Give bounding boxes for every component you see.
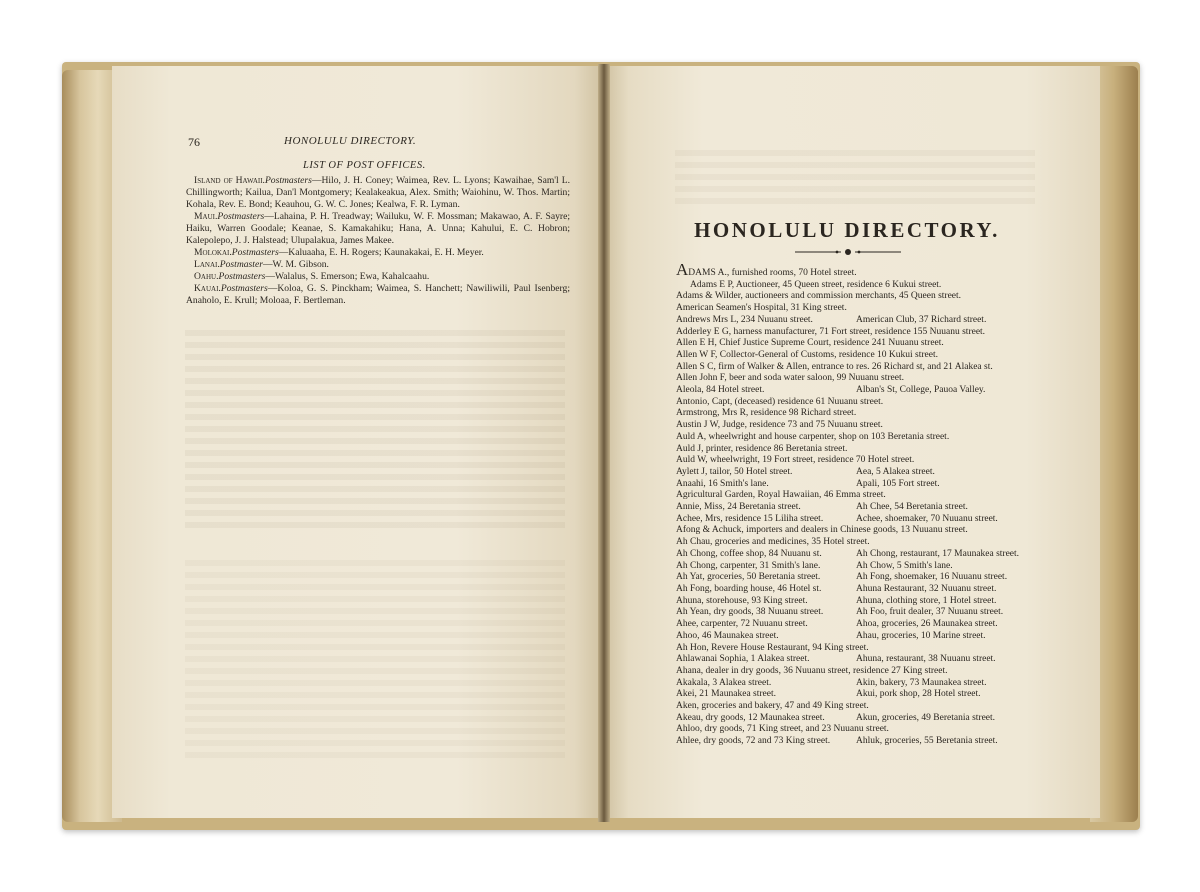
entry-left: Allen S C, firm of Walker & Allen, entrance to res. 26 Richard st, and 21 Alakea st. (676, 361, 993, 372)
entry-right: Ahoa, groceries, 26 Maunakea street. (856, 619, 998, 630)
directory-entry (676, 724, 1056, 736)
entry-left: Armstrong, Mrs R, residence 98 Richard street. (676, 408, 857, 419)
directory-entry (676, 514, 1056, 526)
bleed-through-text-right (675, 150, 1035, 210)
entry-left: Ahoo, 46 Maunakea street. (676, 630, 779, 641)
entry-left: Anaahi, 16 Smith's lane. (676, 478, 769, 489)
entry-right: Ah Fong, shoemaker, 16 Nuuanu street. (856, 572, 1008, 583)
entry-left: Auld J, printer, residence 86 Beretania street. (676, 443, 848, 454)
directory-entry (676, 666, 1056, 678)
entry-left: Achee, Mrs, residence 15 Liliha street. (676, 513, 824, 524)
page-number: 76 (188, 135, 200, 149)
post-office-paragraph (186, 271, 570, 283)
entry-left: Aken, groceries and bakery, 47 and 49 King street. (676, 701, 869, 712)
entry-left: Agricultural Garden, Royal Hawaiian, 46 Emma street. (676, 490, 886, 501)
directory-entry (676, 397, 1056, 409)
directory-entry (676, 338, 1056, 350)
postmaster-list: —Lahaina, P. H. Treadway; Wailuku, W. F. Mossman; Makawao, A. F. Sayre; Haiku, Warren Goodale; Keanae, S. Kamakahiku; Hana, A. Unna; Kahului, E. C. Hobron; Kalepolepo, J. J. Halstead; Ulupalakua, James Makee. (186, 211, 570, 246)
directory-entry (676, 713, 1056, 725)
entry-right: Apali, 105 Fort street. (856, 478, 940, 489)
directory-entry (676, 607, 1056, 619)
entry-right: Ah Foo, fruit dealer, 37 Nuuanu street. (856, 607, 1004, 618)
entry-left: Afong & Achuck, importers and dealers in Chinese goods, 13 Nuuanu street. (676, 525, 968, 536)
running-head: HONOLULU DIRECTORY. (284, 135, 417, 147)
directory-entry (676, 631, 1056, 643)
directory-entry (676, 689, 1056, 701)
entry-left: Allen E H, Chief Justice Supreme Court, residence 241 Nuuanu street. (676, 338, 944, 349)
directory-entry (676, 584, 1056, 596)
entry-left: Antonio, Capt, (deceased) residence 61 Nuuanu street. (676, 396, 884, 407)
entry-left: Adams E P, Auctioneer, 45 Queen street, residence 6 Kukui street. (690, 279, 942, 290)
entry-right: Ah Chong, restaurant, 17 Maunakea street. (856, 548, 1020, 559)
entry-left: Akakala, 3 Alakea street. (676, 677, 772, 688)
directory-entry (676, 467, 1056, 479)
post-offices-title: LIST OF POST OFFICES. (303, 160, 426, 171)
entry-left: Aylett J, tailor, 50 Hotel street. (676, 466, 793, 477)
postmaster-label: Postmasters (217, 211, 265, 222)
entry-right: Alban's St, College, Pauoa Valley. (856, 385, 986, 396)
entry-left: American Seamen's Hospital, 31 King street. (676, 303, 847, 314)
directory-entry (676, 502, 1056, 514)
entry-left: Auld A, wheelwright and house carpenter, shop on 103 Beretania street. (676, 431, 950, 442)
region-name: Maui. (194, 211, 218, 222)
entry-right: Ahuna Restaurant, 32 Nuuanu street. (856, 583, 997, 594)
entry-left: Akeau, dry goods, 12 Maunakea street. (676, 712, 825, 723)
entry-left: Ah Fong, boarding house, 46 Hotel st. (676, 583, 822, 594)
postmaster-label: Postmasters (264, 175, 312, 186)
entry-left: Ah Yat, groceries, 50 Beretania street. (676, 572, 821, 583)
directory-title: HONOLULU DIRECTORY. (694, 218, 1000, 242)
region-name: Kauai. (194, 283, 221, 294)
region-name: Lanai. (194, 259, 220, 270)
entry-left: Ahuna, storehouse, 93 King street. (676, 595, 808, 606)
directory-entry (676, 643, 1056, 655)
directory-entry (676, 596, 1056, 608)
directory-entry (676, 315, 1056, 327)
entry-left: Ah Chong, coffee shop, 84 Nuuanu st. (676, 548, 822, 559)
region-name: Molokai. (194, 247, 232, 258)
directory-entry (676, 291, 1056, 303)
directory-entry (676, 455, 1056, 467)
entry-left: Aleola, 84 Hotel street. (676, 385, 765, 396)
directory-entry (676, 362, 1056, 374)
directory-entry (676, 444, 1056, 456)
entry-left: Ah Hon, Revere House Restaurant, 94 King street. (676, 642, 869, 653)
drop-initial: A (676, 260, 689, 279)
post-office-paragraph (186, 259, 570, 271)
post-office-paragraph (186, 283, 570, 307)
directory-entry (676, 736, 1056, 748)
entry-right: Ahau, groceries, 10 Marine street. (856, 630, 986, 641)
first-entry-text: DAMS A., furnished rooms, 70 Hotel street. (688, 268, 857, 278)
entry-left: Austin J W, Judge, residence 73 and 75 Nuuanu street. (676, 420, 883, 431)
directory-entry (676, 701, 1056, 713)
postmaster-label: Postmasters (220, 283, 268, 294)
entry-left: Akei, 21 Maunakea street. (676, 689, 776, 700)
left-page-header (188, 135, 588, 151)
postmaster-list: —Kaluaaha, E. H. Rogers; Kaunakakai, E. H. Meyer. (278, 247, 484, 258)
entry-right: Ah Chow, 5 Smith's lane. (856, 560, 953, 571)
region-name: Island of Hawaii. (194, 175, 265, 186)
entry-left: Andrews Mrs L, 234 Nuuanu street. (676, 314, 813, 325)
entry-right: Ahuna, clothing store, 1 Hotel street. (856, 595, 997, 606)
entry-right: American Club, 37 Richard street. (856, 314, 987, 325)
directory-entries (676, 260, 1056, 748)
directory-entry-first (676, 260, 1056, 280)
post-office-paragraph (186, 247, 570, 259)
directory-entry (676, 572, 1056, 584)
entry-left: Allen John F, beer and soda water saloon, 99 Nuuanu street. (676, 373, 904, 384)
entry-right: Ahluk, groceries, 55 Beretania street. (856, 736, 998, 747)
post-office-paragraph (186, 211, 570, 247)
directory-entry (676, 678, 1056, 690)
directory-entry (676, 525, 1056, 537)
directory-entry (676, 373, 1056, 385)
postmaster-list: —Walalus, S. Emerson; Ewa, Kahalcaahu. (265, 271, 430, 282)
entry-left: Ah Chong, carpenter, 31 Smith's lane. (676, 560, 821, 571)
directory-entry (676, 479, 1056, 491)
postmaster-list: —W. M. Gibson. (262, 259, 329, 270)
entry-right: Ahuna, restaurant, 38 Nuuanu street. (856, 654, 996, 665)
entry-right: Aea, 5 Alakea street. (856, 466, 935, 477)
directory-entry (676, 561, 1056, 573)
directory-entry (676, 490, 1056, 502)
directory-entry (676, 619, 1056, 631)
bleed-through-text (185, 330, 565, 530)
postmaster-list: —Hilo, J. H. Coney; Waimea, Rev. L. Lyons; Kawaihae, Sam'l L. Chillingworth; Kailua, Dan'l Montgomery; Kealakeakua, Alex. Smith; Waiohinu, W. Thos. Martin; Kohala, Rev. E. Bond; Keauhou, G. W. C. Jones; Kealwa, F. R. Lyman. (186, 175, 570, 210)
postmaster-label: Postmasters (218, 271, 266, 282)
bleed-through-text-lower (185, 560, 565, 760)
directory-entry (676, 432, 1056, 444)
entry-left: Ahee, carpenter, 72 Nuuanu street. (676, 619, 808, 630)
entry-left: Ahlawanai Sophia, 1 Alakea street. (676, 654, 810, 665)
entry-left: Allen W F, Collector-General of Customs, residence 10 Kukui street. (676, 349, 939, 360)
entry-left: Adderley E G, harness manufacturer, 71 Fort street, residence 155 Nuuanu street. (676, 326, 986, 337)
postmaster-list: —Koloa, G. S. Pinckham; Waimea, S. Hanchett; Nawiliwili, Paul Isenberg; Anaholo, E. Krull; Moloaa, F. Bertleman. (186, 283, 570, 306)
entry-right: Akin, bakery, 73 Maunakea street. (856, 677, 987, 688)
entry-right: Akun, groceries, 49 Beretania street. (856, 712, 996, 723)
title-ornament (793, 246, 903, 258)
postmaster-label: Postmasters (231, 247, 279, 258)
post-offices-list (186, 175, 570, 307)
book-gutter (598, 64, 610, 822)
entry-left: Ahloo, dry goods, 71 King street, and 23 Nuuanu street. (676, 724, 889, 735)
directory-entry (676, 408, 1056, 420)
directory-entry (676, 654, 1056, 666)
entry-left: Ahana, dealer in dry goods, 36 Nuuanu street, residence 27 King street. (676, 665, 948, 676)
entry-left: Annie, Miss, 24 Beretania street. (676, 502, 801, 513)
entry-left: Ahlee, dry goods, 72 and 73 King street. (676, 736, 831, 747)
entry-right: Achee, shoemaker, 70 Nuuanu street. (856, 513, 998, 524)
entry-left: Auld W, wheelwright, 19 Fort street, residence 70 Hotel street. (676, 455, 915, 466)
directory-entry (676, 537, 1056, 549)
entry-right: Akui, pork shop, 28 Hotel street. (856, 689, 981, 700)
directory-entry (676, 303, 1056, 315)
entry-right: Ah Chee, 54 Beretania street. (856, 502, 968, 513)
entry-left: Adams & Wilder, auctioneers and commission merchants, 45 Queen street. (676, 291, 962, 302)
entry-left: Ah Yean, dry goods, 38 Nuuanu street. (676, 607, 824, 618)
postmaster-label: Postmaster (219, 259, 263, 270)
directory-entry (676, 280, 1056, 292)
directory-entry (676, 327, 1056, 339)
directory-entry (676, 350, 1056, 362)
directory-entry (676, 385, 1056, 397)
directory-entry (676, 420, 1056, 432)
entry-left: Ah Chau, groceries and medicines, 35 Hotel street. (676, 537, 870, 548)
region-name: Oahu. (194, 271, 219, 282)
directory-entry (676, 549, 1056, 561)
post-office-paragraph (186, 175, 570, 211)
